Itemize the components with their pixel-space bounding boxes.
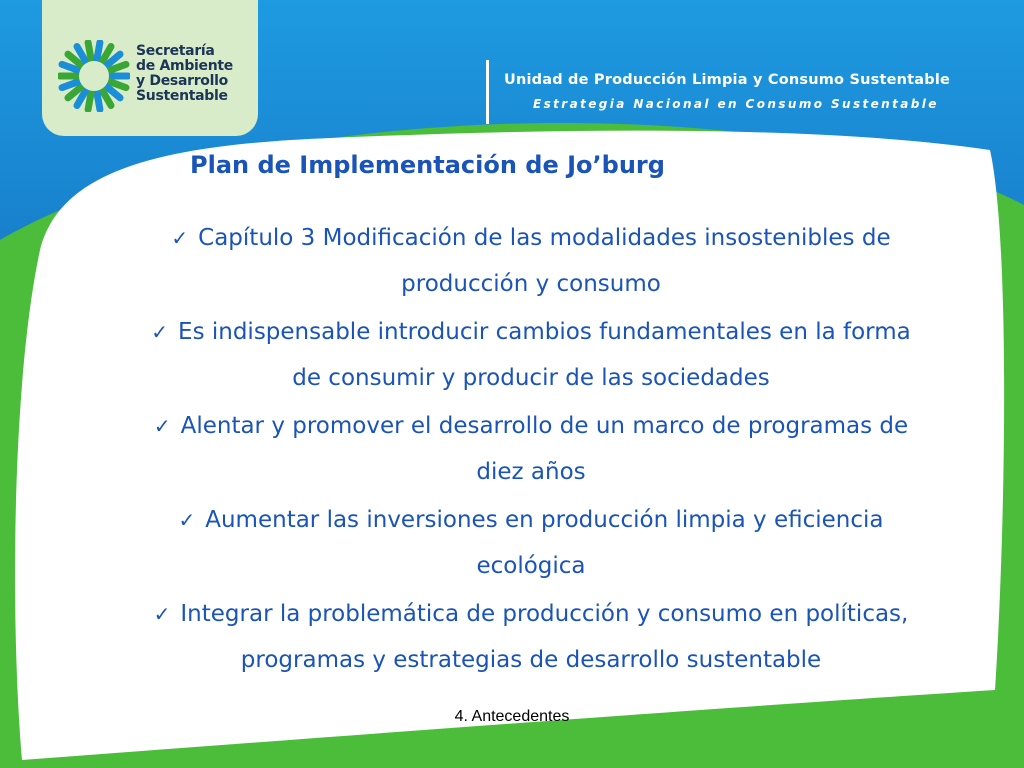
logo-line-2: de Ambiente: [136, 58, 233, 74]
checkmark-icon: ✓: [153, 414, 171, 438]
slide-footer: 4. Antecedentes: [454, 708, 570, 725]
bullet-text: de consumir y producir de las sociedades: [292, 365, 770, 391]
bullet-text: Es indispensable introducir cambios fundamentales en la forma: [178, 319, 911, 345]
checkmark-icon: ✓: [151, 320, 169, 344]
bullet-item: [52, 309, 1010, 401]
logo-line-4: Sustentable: [136, 88, 228, 104]
checkmark-icon: ✓: [153, 602, 171, 626]
sun-ring-logo-icon: [58, 40, 130, 112]
bullet-text: Aumentar las inversiones en producción limpia y eficiencia: [205, 507, 884, 533]
bullet-item: [52, 215, 1010, 307]
header-strategy: Estrategia Nacional en Consumo Sustentable: [533, 97, 939, 111]
header-divider: [486, 60, 489, 124]
bullet-text: Integrar la problemática de producción y consumo en políticas,: [180, 601, 909, 627]
bullet-text: diez años: [476, 459, 586, 485]
slide-title: Plan de Implementación de Jo’burg: [190, 151, 665, 179]
bullet-item: [52, 403, 1010, 495]
header-unit: Unidad de Producción Limpia y Consumo Sustentable: [504, 72, 951, 88]
bullet-list: [52, 215, 1010, 685]
bullet-text: Alentar y promover el desarrollo de un marco de programas de: [180, 413, 909, 439]
bullet-text: producción y consumo: [401, 271, 661, 297]
logo-line-1: Secretaría: [136, 43, 215, 59]
checkmark-icon: ✓: [171, 226, 189, 250]
bullet-text: programas y estrategias de desarrollo sustentable: [240, 647, 822, 673]
logo-line-3: y Desarrollo: [136, 73, 228, 89]
bullet-text: Capítulo 3 Modificación de las modalidades insostenibles de: [198, 225, 891, 251]
logo-text: [136, 44, 254, 104]
bullet-item: [52, 591, 1010, 683]
bullet-item: [52, 497, 1010, 589]
checkmark-icon: ✓: [178, 508, 196, 532]
bullet-text: ecológica: [476, 553, 586, 579]
